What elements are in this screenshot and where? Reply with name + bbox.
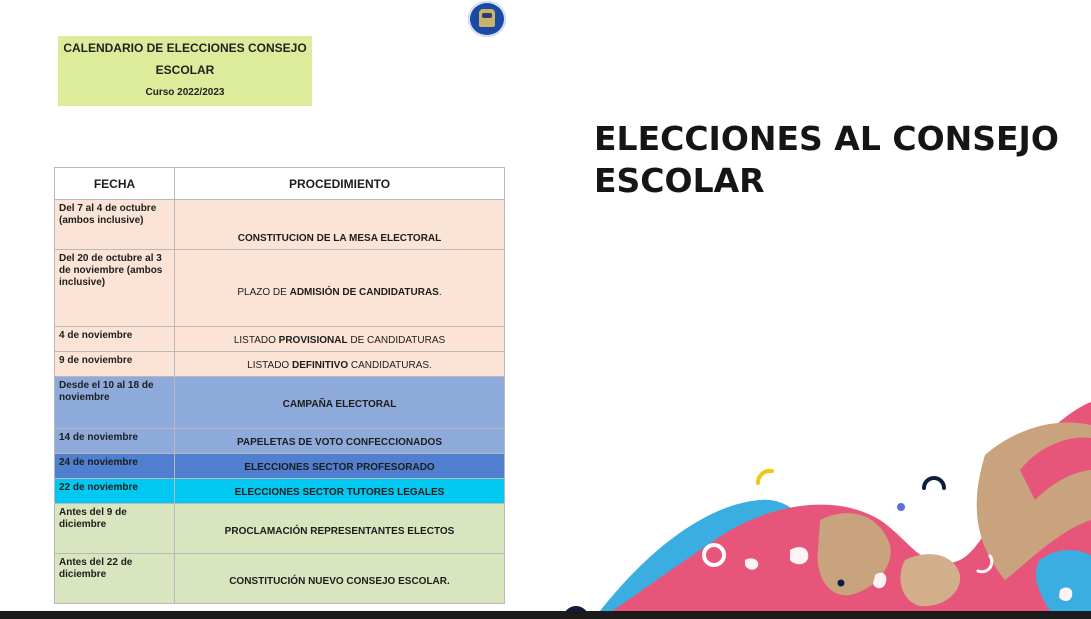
proc-bold-text: PAPELETAS DE VOTO CONFECCIONADOS: [236, 437, 443, 448]
bottom-border: [0, 611, 1091, 619]
deco-white-spot: [790, 547, 808, 564]
proc-bold-text: PROCLAMACIÓN REPRESENTANTES ELECTOS: [224, 526, 455, 537]
proc-text: PLAZO DE: [237, 287, 290, 298]
deco-navy-dot: [838, 580, 845, 587]
proc-bold-text: ADMISIÓN DE CANDIDATURAS: [289, 287, 439, 298]
deco-navy-arc: [924, 478, 944, 488]
proc-bold-text: DEFINITIVO: [291, 360, 349, 371]
slide-title-line1: ELECCIONES AL CONSEJO: [594, 119, 1059, 158]
slide-title-line2: ESCOLAR: [594, 161, 765, 200]
fecha-cell: 24 de noviembre: [55, 454, 175, 479]
proc-text: LISTADO: [233, 335, 279, 346]
fecha-cell: Antes del 9 de diciembre: [55, 504, 175, 554]
proc-text-end: CANDIDATURAS.: [348, 360, 432, 371]
calendar-title-line1: CALENDARIO DE ELECCIONES CONSEJO: [63, 41, 307, 55]
column-header-procedimiento: PROCEDIMIENTO: [175, 168, 505, 200]
fecha-cell: Desde el 10 al 18 de noviembre: [55, 377, 175, 429]
deco-yellow-arc: [758, 471, 772, 483]
proc-bold-text: CAMPAÑA ELECTORAL: [282, 399, 397, 410]
fecha-cell: Del 7 al 4 de octubre (ambos inclusive): [55, 200, 175, 250]
fecha-cell: 4 de noviembre: [55, 327, 175, 352]
proc-bold-text: ELECCIONES SECTOR PROFESORADO: [244, 462, 435, 473]
fecha-cell: 22 de noviembre: [55, 479, 175, 504]
deco-periwinkle-dot: [897, 503, 905, 511]
fecha-cell: Antes del 22 de diciembre: [55, 554, 175, 604]
proc-bold-text: PROVISIONAL: [278, 335, 348, 346]
fecha-cell: 14 de noviembre: [55, 429, 175, 454]
calendar-subtitle: Curso 2022/2023: [145, 87, 225, 98]
proc-text-end: .: [438, 287, 442, 298]
calendar-title-line2: ESCOLAR: [155, 63, 215, 77]
proc-text: LISTADO: [247, 360, 292, 371]
deco-white-spot-3: [1059, 588, 1072, 601]
proc-bold-text: CONSTITUCIÓN NUEVO CONSEJO ESCOLAR.: [229, 576, 450, 587]
column-header-fecha: FECHA: [55, 168, 175, 200]
fecha-cell: 9 de noviembre: [55, 352, 175, 377]
proc-bold-text: ELECCIONES SECTOR TUTORES LEGALES: [234, 487, 445, 498]
proc-bold-text: CONSTITUCION DE LA MESA ELECTORAL: [237, 233, 442, 244]
fecha-cell: Del 20 de octubre al 3 de noviembre (ambos inclusive): [55, 250, 175, 327]
proc-text-end: DE CANDIDATURAS: [347, 335, 446, 346]
